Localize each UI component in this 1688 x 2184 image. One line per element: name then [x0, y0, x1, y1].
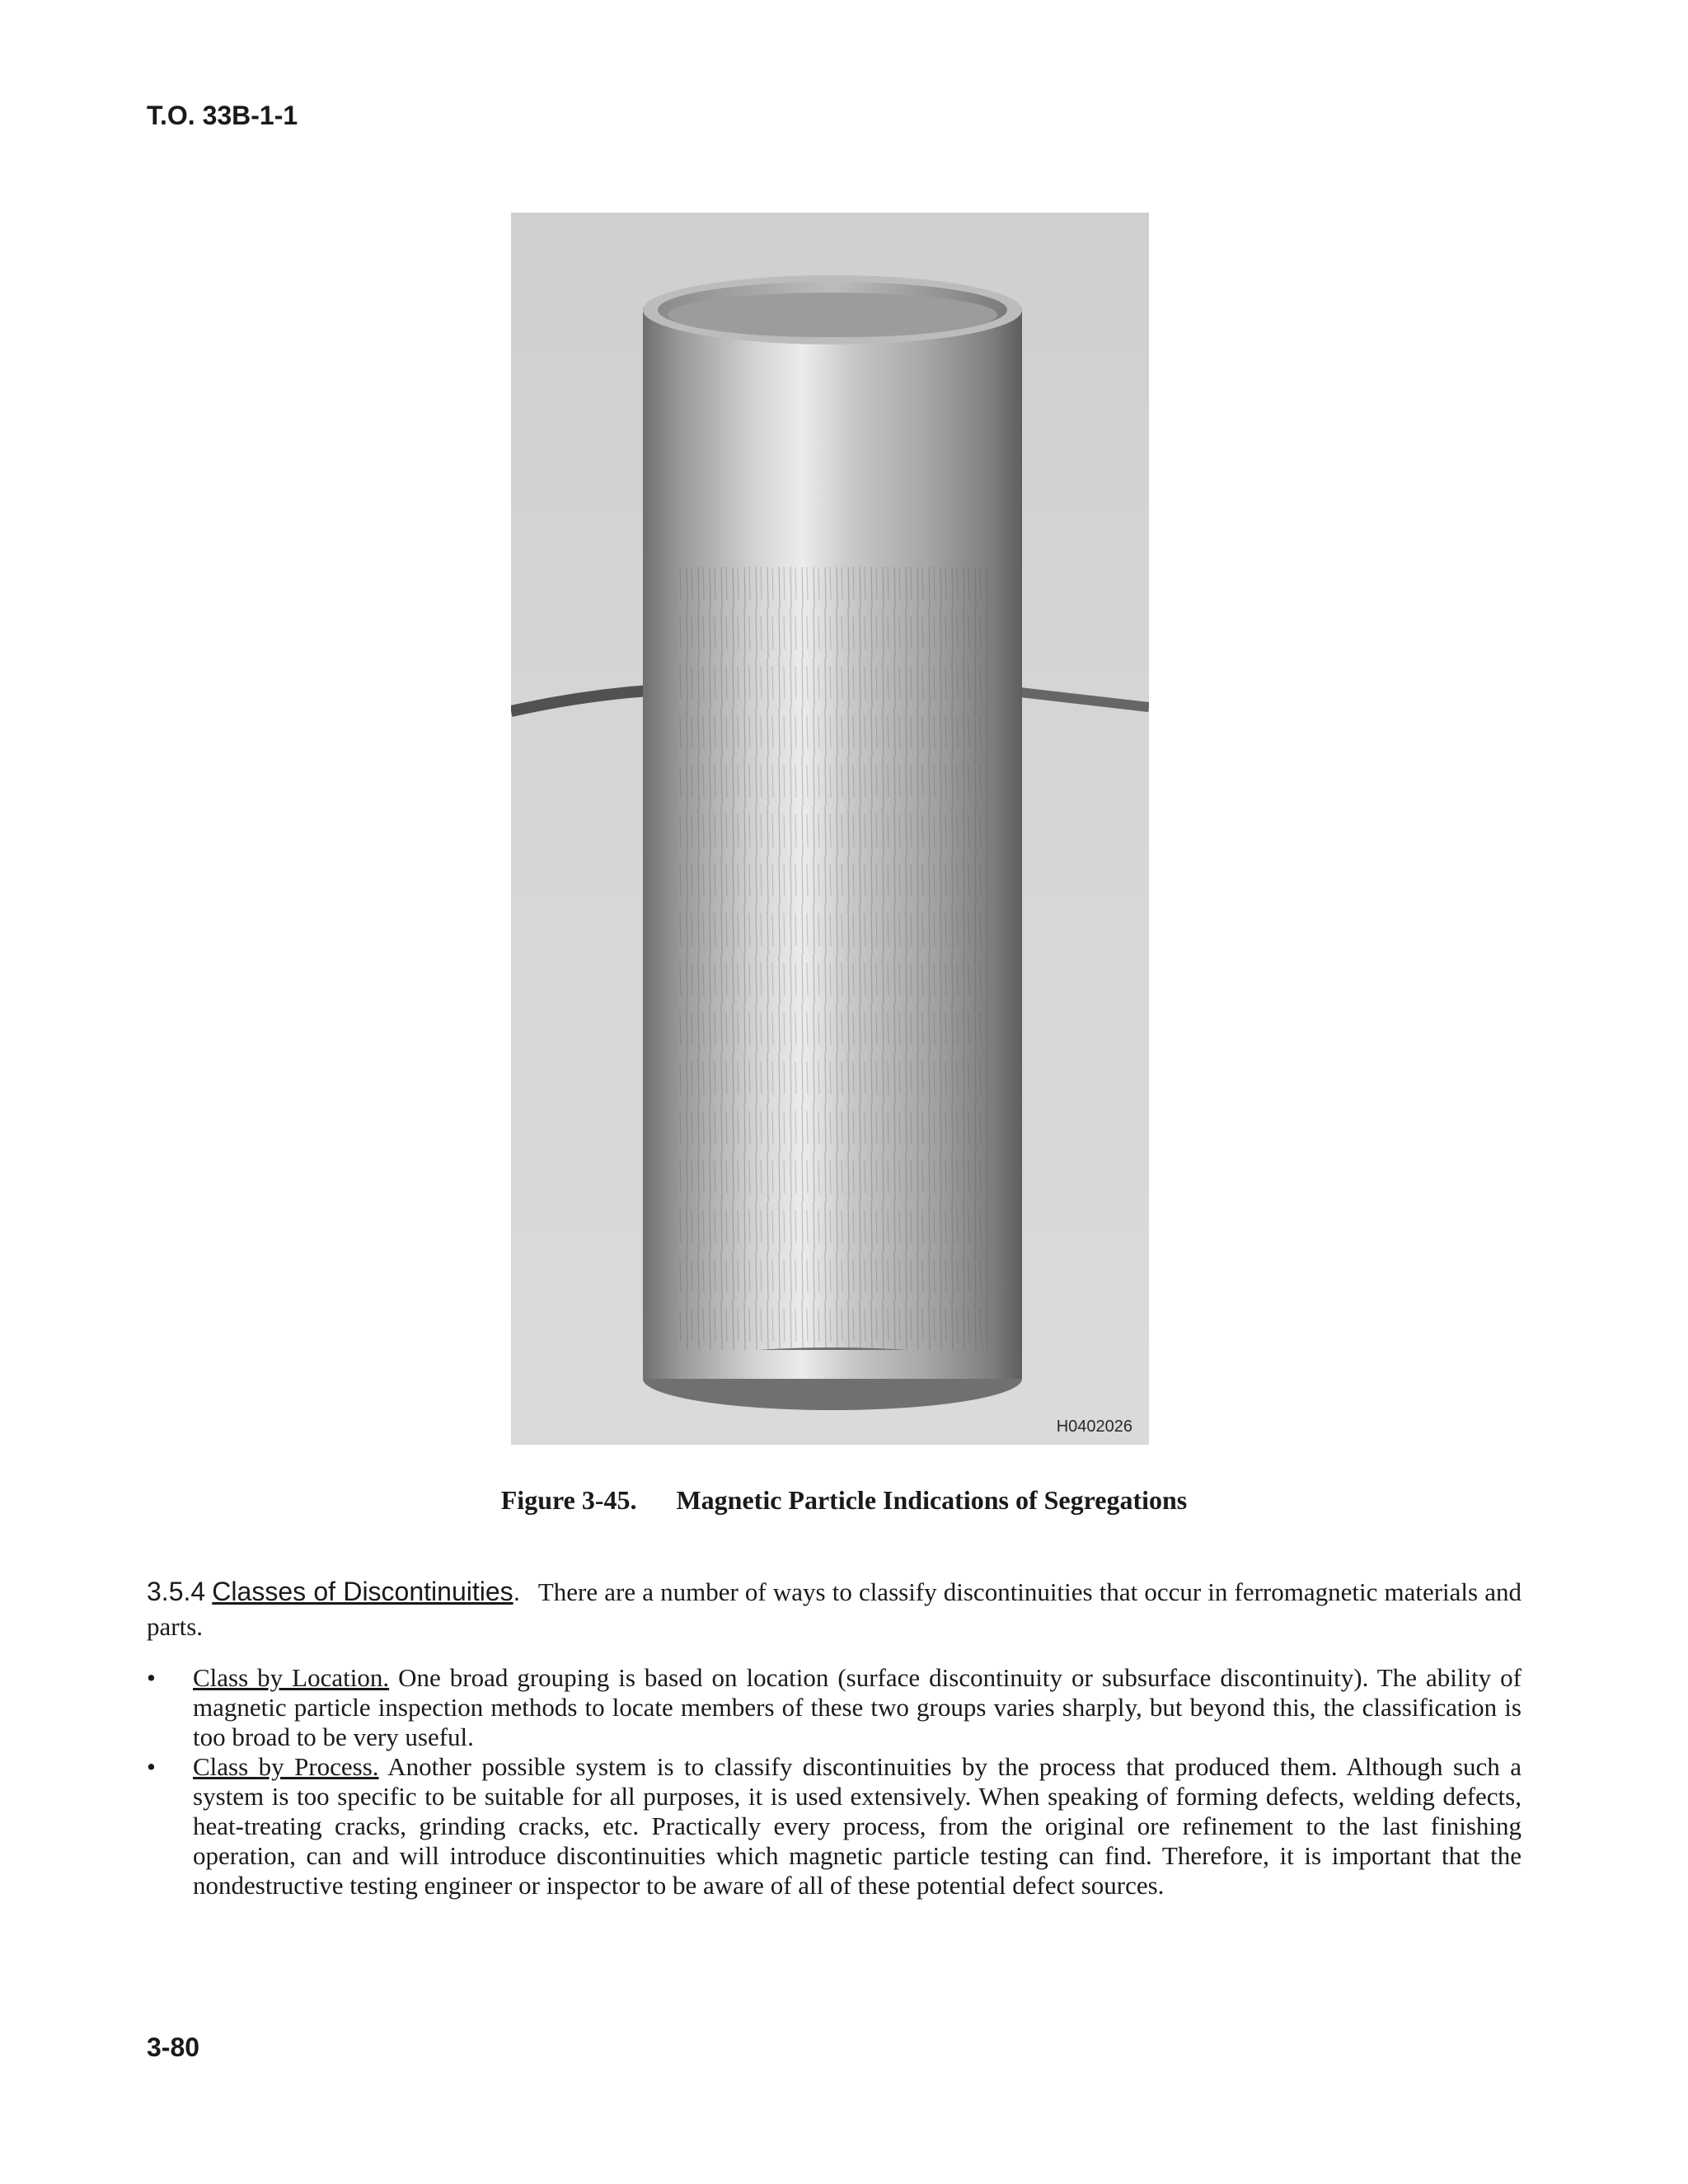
caption-label: Figure 3-45.	[500, 1485, 637, 1515]
bullet-item-process	[147, 1752, 1522, 1900]
figure-code: H0402026	[1056, 1418, 1132, 1436]
bullet-text: Another possible system is to classify discontinuities by the process that produced them. Although such a system is too specific to be suitable for all purposes, it is used extensively. When speaking of forming defects, welding defects, heat-treating cracks, grinding cracks, etc. Practically every process, from the original ore refinement to the last finishing operation, can and will introduce discontinuities which magnetic particle testing can find. Therefore, it is important that the nondestructive testing engineer or inspector to be aware of all of these potential defect sources.	[193, 1752, 1522, 1900]
bullet-icon: •	[147, 1663, 156, 1692]
figure-caption	[0, 1485, 1688, 1516]
section-number: 3.5.4	[147, 1577, 206, 1606]
section-body: There are a number of ways to classify discontinuities that occur in ferromagnetic materials and parts.	[147, 1577, 1522, 1641]
bullet-list	[147, 1663, 1522, 1900]
cylinder-photo	[511, 213, 1149, 1445]
bullet-lead: Class by Process.	[193, 1752, 379, 1781]
figure-photo	[511, 213, 1149, 1445]
section-paragraph	[147, 1574, 1522, 1644]
bullet-lead: Class by Location.	[193, 1663, 390, 1692]
document-id: T.O. 33B-1-1	[147, 101, 298, 130]
section-title: Classes of Discontinuities	[212, 1577, 513, 1606]
page-number: 3-80	[147, 2032, 200, 2062]
bullet-item-location	[147, 1663, 1522, 1752]
caption-title: Magnetic Particle Indications of Segregations	[676, 1485, 1188, 1515]
section-title-punct: .	[513, 1577, 521, 1606]
bullet-text: One broad grouping is based on location (surface discontinuity or subsurface discontinuity). The ability of magnetic particle inspection methods to locate members of these two groups varies sharply, but beyond this, the classification is too broad to be very useful.	[193, 1663, 1522, 1751]
bullet-icon: •	[147, 1752, 156, 1781]
